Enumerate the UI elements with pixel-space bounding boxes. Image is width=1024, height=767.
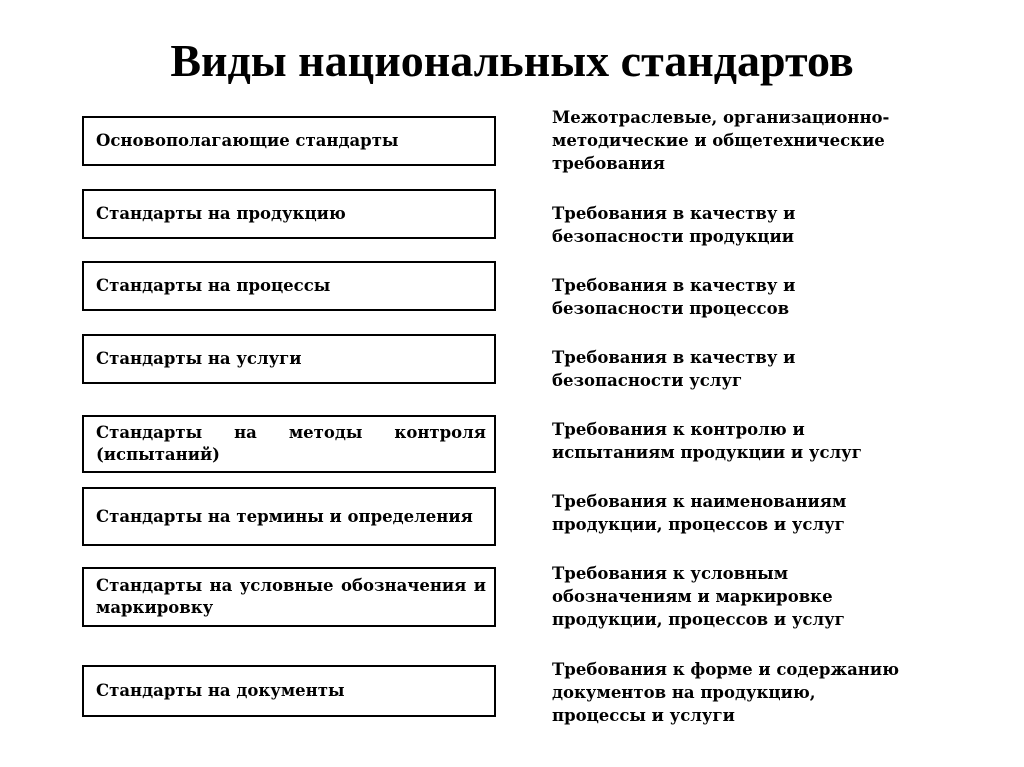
box-label: Стандарты на термины и определения xyxy=(96,506,473,526)
box-label: Стандарты на процессы xyxy=(96,276,331,295)
desc-line: продукции, процессов и услуг xyxy=(552,610,845,629)
box-label: Стандарты на продукцию xyxy=(96,204,346,223)
desc-terminology-standards xyxy=(552,490,1012,536)
desc-marking-standards xyxy=(552,562,1012,631)
page-title: Виды национальных стандартов xyxy=(170,35,854,86)
box-label: Стандарты на методы контроля (испытаний) xyxy=(96,423,486,464)
desc-line: Требования к условным xyxy=(552,564,789,583)
box-terminology-standards xyxy=(82,487,496,546)
desc-line: Требования к форме и содержанию xyxy=(552,660,900,679)
desc-line: процессы и услуги xyxy=(552,706,735,725)
desc-process-standards xyxy=(552,274,1012,320)
box-label: Стандарты на услуги xyxy=(96,349,302,368)
desc-line: Требования в качеству и xyxy=(552,276,796,295)
box-testing-standards xyxy=(82,415,496,473)
desc-fundamental-standards xyxy=(552,106,1012,175)
desc-testing-standards xyxy=(552,418,1012,464)
desc-line: требования xyxy=(552,154,665,173)
desc-line: документов на продукцию, xyxy=(552,683,816,702)
desc-line: Межотраслевые, организационно- xyxy=(552,108,890,127)
desc-service-standards xyxy=(552,346,1012,392)
box-product-standards xyxy=(82,189,496,239)
desc-line: обозначениям и маркировке xyxy=(552,587,833,606)
desc-line: испытаниям продукции и услуг xyxy=(552,443,862,462)
desc-line: методические и общетехнические xyxy=(552,131,885,150)
desc-line: Требования в качеству и xyxy=(552,204,796,223)
desc-line: безопасности процессов xyxy=(552,299,790,318)
desc-product-standards xyxy=(552,202,1012,248)
box-label: Стандарты на условные обозначения и маркировку xyxy=(96,576,486,617)
desc-line: безопасности услуг xyxy=(552,371,743,390)
box-fundamental-standards xyxy=(82,116,496,166)
desc-line: Требования в качеству и xyxy=(552,348,796,367)
desc-line: Требования к наименованиям xyxy=(552,492,847,511)
box-process-standards xyxy=(82,261,496,311)
box-marking-standards xyxy=(82,567,496,627)
desc-line: Требования к контролю и xyxy=(552,420,805,439)
box-label: Стандарты на документы xyxy=(96,681,345,700)
desc-document-standards xyxy=(552,658,1012,727)
box-label: Основополагающие стандарты xyxy=(96,131,399,150)
box-service-standards xyxy=(82,334,496,384)
box-document-standards xyxy=(82,665,496,717)
desc-line: продукции, процессов и услуг xyxy=(552,515,845,534)
desc-line: безопасности продукции xyxy=(552,227,794,246)
